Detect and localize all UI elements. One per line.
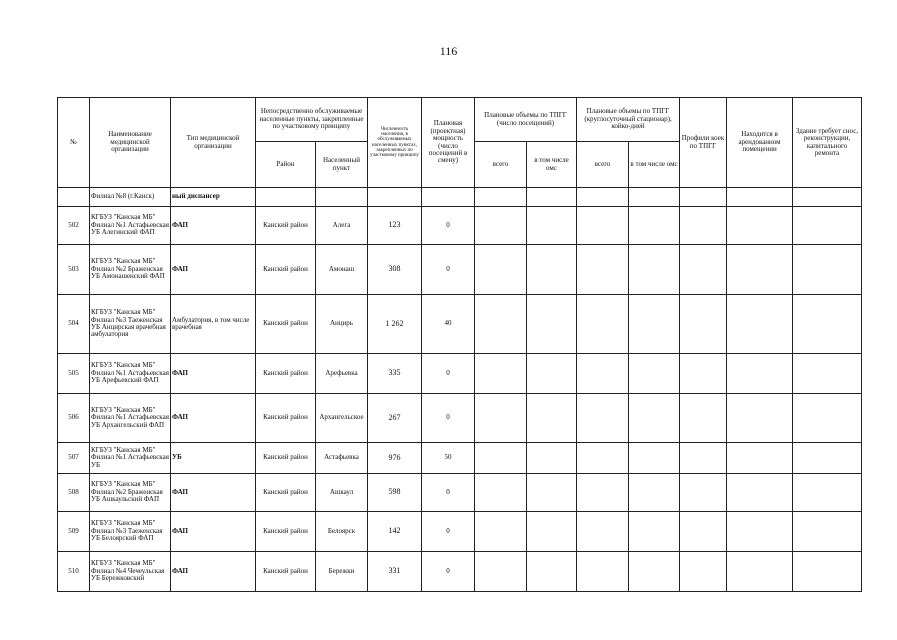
row-population: 976: [368, 443, 422, 474]
row-empty-cell: [527, 354, 577, 394]
row-empty-cell: [793, 552, 862, 592]
row-locality: Архангельское: [316, 394, 368, 443]
page-number: 116: [439, 44, 458, 58]
row-empty-cell: [727, 245, 793, 295]
row-empty-cell: [727, 512, 793, 552]
row-org-type: ФАП: [171, 552, 256, 592]
row-district: Канский район: [256, 207, 316, 245]
table-row: [58, 552, 862, 592]
row-locality: Белоярск: [316, 512, 368, 552]
row-population: 335: [368, 354, 422, 394]
row-empty-cell: [680, 552, 727, 592]
row-empty-cell: [577, 512, 629, 552]
row-empty-cell: [727, 295, 793, 354]
header-row: [58, 98, 862, 142]
row-capacity: 0: [422, 512, 475, 552]
row-org-type: ФАП: [171, 394, 256, 443]
row-capacity: 0: [422, 552, 475, 592]
row-org-type: Амбулатория, в том числе врачебная: [171, 295, 256, 354]
row-population: 123: [368, 207, 422, 245]
row-empty-cell: [577, 207, 629, 245]
row-empty-cell: [577, 354, 629, 394]
row-empty-cell: [680, 443, 727, 474]
row-capacity: 0: [422, 245, 475, 295]
table-row: [58, 207, 862, 245]
row-empty-cell: [793, 245, 862, 295]
row-empty-cell: [527, 443, 577, 474]
row-number: 503: [58, 245, 90, 295]
row-org-name: КГБУЗ "Канская МБ" Филиал №1 Астафьевская УБ Архангельский ФАП: [90, 394, 171, 443]
row-district: Канский район: [256, 474, 316, 512]
row-capacity: 0: [422, 207, 475, 245]
row-empty-cell: [577, 474, 629, 512]
fragment-row: [58, 188, 862, 207]
row-empty-cell: [680, 245, 727, 295]
header-inpatient-plan: Плановые объемы по ТПГГ (круглосуточный стационар), койко-дней: [577, 98, 680, 142]
row-number: 505: [58, 354, 90, 394]
row-empty-cell: [629, 354, 680, 394]
row-empty-cell: [577, 245, 629, 295]
row-empty-cell: [527, 394, 577, 443]
row-empty-cell: [680, 394, 727, 443]
row-population: 267: [368, 394, 422, 443]
row-empty-cell: [727, 443, 793, 474]
table-row: [58, 443, 862, 474]
row-population: 1 262: [368, 295, 422, 354]
row-locality: Анцирь: [316, 295, 368, 354]
table-body: [58, 207, 862, 592]
row-number: 504: [58, 295, 90, 354]
table-row: [58, 512, 862, 552]
row-number: 510: [58, 552, 90, 592]
row-empty-cell: [527, 245, 577, 295]
row-org-type: ФАП: [171, 354, 256, 394]
row-empty-cell: [527, 474, 577, 512]
table-row: [58, 295, 862, 354]
row-empty-cell: [475, 552, 527, 592]
row-locality: Бережки: [316, 552, 368, 592]
row-empty-cell: [680, 512, 727, 552]
row-district: Канский район: [256, 552, 316, 592]
row-org-type: ФАП: [171, 245, 256, 295]
row-empty-cell: [680, 295, 727, 354]
row-district: Канский район: [256, 354, 316, 394]
row-empty-cell: [475, 245, 527, 295]
row-population: 142: [368, 512, 422, 552]
row-capacity: 0: [422, 354, 475, 394]
row-number: 509: [58, 512, 90, 552]
row-empty-cell: [793, 354, 862, 394]
header-visits-oms: в том числе омс: [527, 142, 577, 188]
row-empty-cell: [680, 354, 727, 394]
row-empty-cell: [475, 295, 527, 354]
row-org-name: КГБУЗ "Канская МБ" Филиал №4 Чечеульская УБ Бережковский: [90, 552, 171, 592]
row-empty-cell: [793, 207, 862, 245]
row-empty-cell: [727, 394, 793, 443]
row-empty-cell: [629, 245, 680, 295]
row-empty-cell: [527, 295, 577, 354]
row-empty-cell: [475, 474, 527, 512]
table-row: [58, 394, 862, 443]
row-empty-cell: [727, 552, 793, 592]
header-inpatient-total: всего: [577, 142, 629, 188]
row-empty-cell: [577, 443, 629, 474]
row-empty-cell: [629, 443, 680, 474]
row-number: 508: [58, 474, 90, 512]
header-needs-work: Здание требует снос, реконструкции, капитального ремонта: [793, 98, 862, 188]
row-org-type: ФАП: [171, 474, 256, 512]
row-district: Канский район: [256, 245, 316, 295]
row-district: Канский район: [256, 394, 316, 443]
row-capacity: 0: [422, 474, 475, 512]
row-empty-cell: [629, 394, 680, 443]
row-locality: Ашкаул: [316, 474, 368, 512]
row-org-type: УБ: [171, 443, 256, 474]
facilities-table: [57, 97, 862, 592]
header-num: №: [58, 98, 90, 188]
header-org-name: Наименование медицинской организации: [90, 98, 171, 188]
fragment-org-type: ный диспансер: [171, 188, 256, 207]
row-org-name: КГБУЗ "Канская МБ" Филиал №3 Таеженская УБ Белоярский ФАП: [90, 512, 171, 552]
row-empty-cell: [475, 394, 527, 443]
row-empty-cell: [629, 207, 680, 245]
table-row: [58, 474, 862, 512]
row-empty-cell: [793, 394, 862, 443]
row-empty-cell: [727, 354, 793, 394]
row-empty-cell: [793, 474, 862, 512]
row-district: Канский район: [256, 295, 316, 354]
table-row: [58, 245, 862, 295]
row-org-name: КГБУЗ "Канская МБ" Филиал №1 Астафьевская УБ Арефьевский ФАП: [90, 354, 171, 394]
row-empty-cell: [793, 512, 862, 552]
row-number: 502: [58, 207, 90, 245]
row-capacity: 50: [422, 443, 475, 474]
header-capacity: Плановая (проектная) мощность (число посещений в смену): [422, 98, 475, 188]
row-empty-cell: [793, 443, 862, 474]
row-capacity: 0: [422, 394, 475, 443]
row-capacity: 40: [422, 295, 475, 354]
row-org-name: КГБУЗ "Канская МБ" Филиал №1 Астафьевская УБ Алегинский ФАП: [90, 207, 171, 245]
row-org-type: ФАП: [171, 207, 256, 245]
row-empty-cell: [629, 474, 680, 512]
row-empty-cell: [475, 512, 527, 552]
row-org-name: КГБУЗ "Канская МБ" Филиал №1 Астафьевская УБ: [90, 443, 171, 474]
header-beds-profiles: Профили коек по ТПГГ: [680, 98, 727, 188]
row-empty-cell: [577, 552, 629, 592]
row-empty-cell: [629, 552, 680, 592]
row-empty-cell: [680, 207, 727, 245]
row-locality: Алега: [316, 207, 368, 245]
row-empty-cell: [527, 552, 577, 592]
row-empty-cell: [475, 443, 527, 474]
row-org-name: КГБУЗ "Канская МБ" Филиал №2 Браженская УБ Ашкаульский ФАП: [90, 474, 171, 512]
row-empty-cell: [727, 207, 793, 245]
row-empty-cell: [629, 512, 680, 552]
header-direct-served: Непосредственно обслуживаемые населенные пункты, закрепленные по участковому принципу: [256, 98, 368, 142]
row-district: Канский район: [256, 512, 316, 552]
row-locality: Астафьевка: [316, 443, 368, 474]
row-locality: Арефьевка: [316, 354, 368, 394]
row-district: Канский район: [256, 443, 316, 474]
header-locality: Населенный пункт: [316, 142, 368, 188]
row-number: 506: [58, 394, 90, 443]
header-visits-total: всего: [475, 142, 527, 188]
row-number: 507: [58, 443, 90, 474]
row-org-type: ФАП: [171, 512, 256, 552]
row-empty-cell: [629, 295, 680, 354]
row-empty-cell: [527, 207, 577, 245]
row-org-name: КГБУЗ "Канская МБ" Филиал №2 Браженская УБ Амонашенский ФАП: [90, 245, 171, 295]
row-org-name: КГБУЗ "Канская МБ" Филиал №3 Таеженская УБ Анцирская врачебная амбулатория: [90, 295, 171, 354]
header-district: Район: [256, 142, 316, 188]
row-empty-cell: [577, 295, 629, 354]
row-locality: Амонаш: [316, 245, 368, 295]
header-org-type: Тип медицинской организации: [171, 98, 256, 188]
row-empty-cell: [793, 295, 862, 354]
fragment-org-name: Филиал №8 (г.Канск): [90, 188, 171, 207]
table-row: [58, 354, 862, 394]
header-population: Численность населения, в обслуживаемых населенных пунктах, закрепленных по участковому принципу: [368, 98, 422, 188]
row-empty-cell: [577, 394, 629, 443]
header-visits-plan: Плановые объемы по ТПГГ (число посещений): [475, 98, 577, 142]
header-inpatient-oms: в том числе омс: [629, 142, 680, 188]
row-empty-cell: [727, 474, 793, 512]
row-population: 308: [368, 245, 422, 295]
row-population: 331: [368, 552, 422, 592]
row-empty-cell: [680, 474, 727, 512]
row-empty-cell: [475, 207, 527, 245]
row-empty-cell: [475, 354, 527, 394]
row-empty-cell: [527, 512, 577, 552]
row-population: 598: [368, 474, 422, 512]
header-rented: Находится в арендованном помещении: [727, 98, 793, 188]
